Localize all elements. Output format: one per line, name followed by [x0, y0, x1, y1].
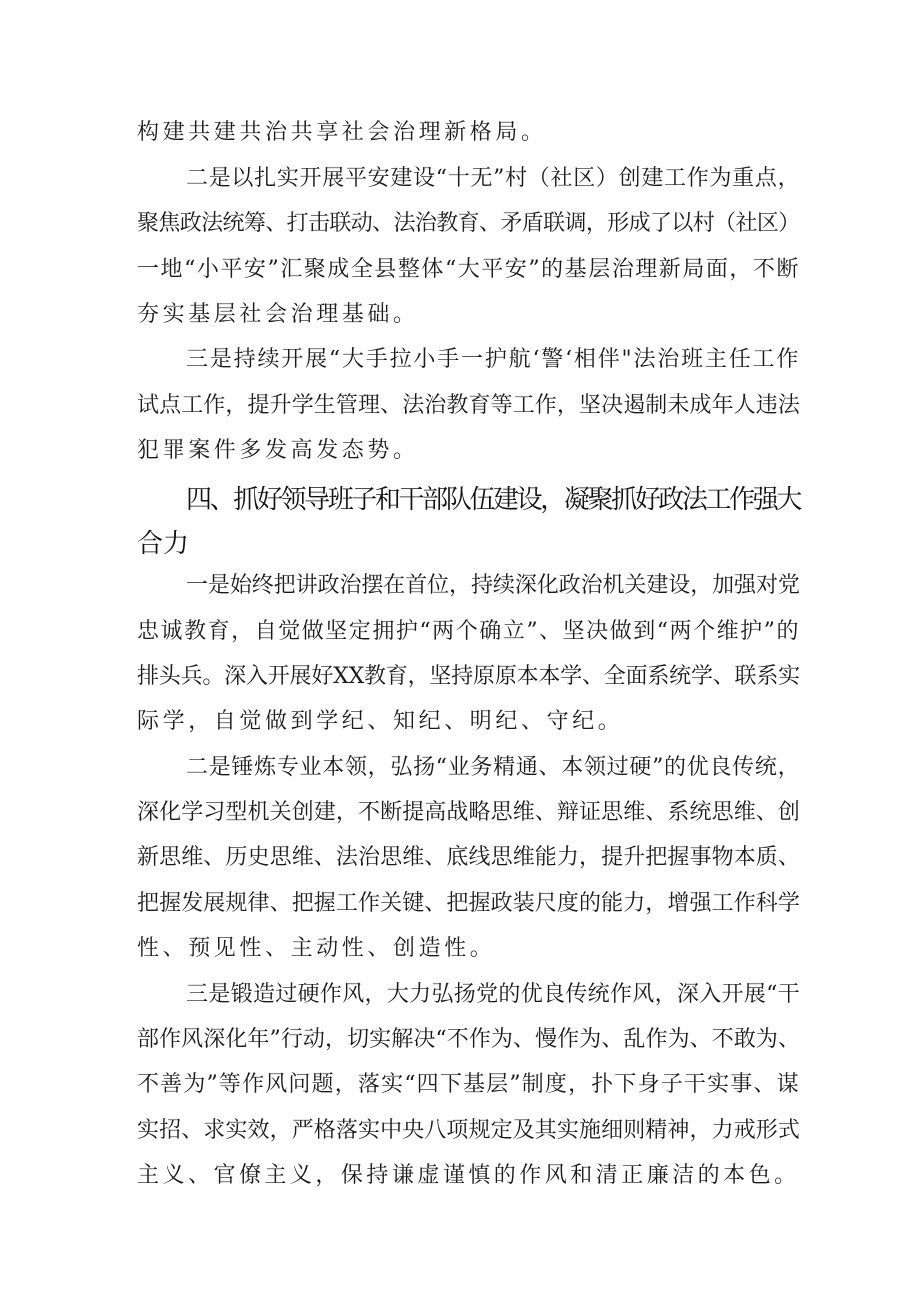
paragraph-line: 犯罪案件多发高发态势。: [137, 438, 419, 463]
paragraph-line: 三是持续开展“大手拉小手一护航‘警‘相伴"法治班主任工作: [186, 347, 801, 372]
paragraph-line: 际学，自觉做到学纪、知纪、明纪、守纪。: [137, 709, 624, 734]
paragraph-line: 部作风深化年”行动，切实解决“不作为、慢作为、乱作为、不敢为、: [137, 1027, 801, 1052]
paragraph-line: 排头兵。深入开展好XX教育，坚持原原本本学、全面系统学、联系实: [137, 664, 800, 689]
paragraph-line: 新思维、历史思维、法治思维、底线思维能力，提升把握事物本质、: [137, 845, 801, 870]
paragraph-line: 聚焦政法统筹、打击联动、法治教育、矛盾联调，形成了以村（社区）: [137, 211, 800, 236]
paragraph-line: 深化学习型机关创建，不断提高战略思维、辩证思维、系统思维、创: [137, 800, 801, 825]
paragraph-line: 二是锤炼专业本领，弘扬“业务精通、本领过硬”的优良传统，: [186, 755, 801, 780]
paragraph-line: 性、预见性、主动性、创造性。: [137, 936, 496, 961]
paragraph-line: 主义、官僚主义，保持谦虚谨慎的作风和清正廉洁的本色。: [137, 1163, 800, 1188]
paragraph-line: 不善为”等作风问题，落实“四下基层”制度，扑下身子干实事、谋: [137, 1072, 800, 1097]
section-heading: 合力: [137, 529, 190, 559]
paragraph-line: 试点工作，提升学生管理、法治教育等工作，坚决遏制未成年人违法: [137, 393, 801, 418]
paragraph-line: 夯实基层社会治理基础。: [137, 302, 419, 327]
paragraph-line: 一地“小平安”汇聚成全县整体“大平安”的基层治理新局面，不断: [137, 257, 800, 282]
paragraph-line: 一是始终把讲政治摆在首位，持续深化政治机关建设，加强对党: [186, 573, 800, 598]
paragraph-line: 实招、求实效，严格落实中央八项规定及其实施细则精神，力戒形式: [137, 1118, 801, 1143]
paragraph-line: 忠诚教育，自觉做坚定拥护“两个确立”、坚决做到“两个维护”的: [137, 619, 800, 644]
paragraph-line: 把握发展规律、把握工作关键、把握政装尺度的能力，增强工作科学: [137, 891, 801, 916]
section-heading: 四、抓好领导班子和干部队伍建设，凝聚抓好政法工作强大: [186, 485, 801, 515]
paragraph-line: 二是以扎实开展平安建设“十无”村（社区）创建工作为重点，: [186, 166, 801, 191]
paragraph-line: 三是锻造过硬作风，大力弘扬党的优良传统作风，深入开展“干: [186, 982, 801, 1007]
paragraph-line: 构建共建共治共享社会治理新格局。: [137, 120, 547, 145]
